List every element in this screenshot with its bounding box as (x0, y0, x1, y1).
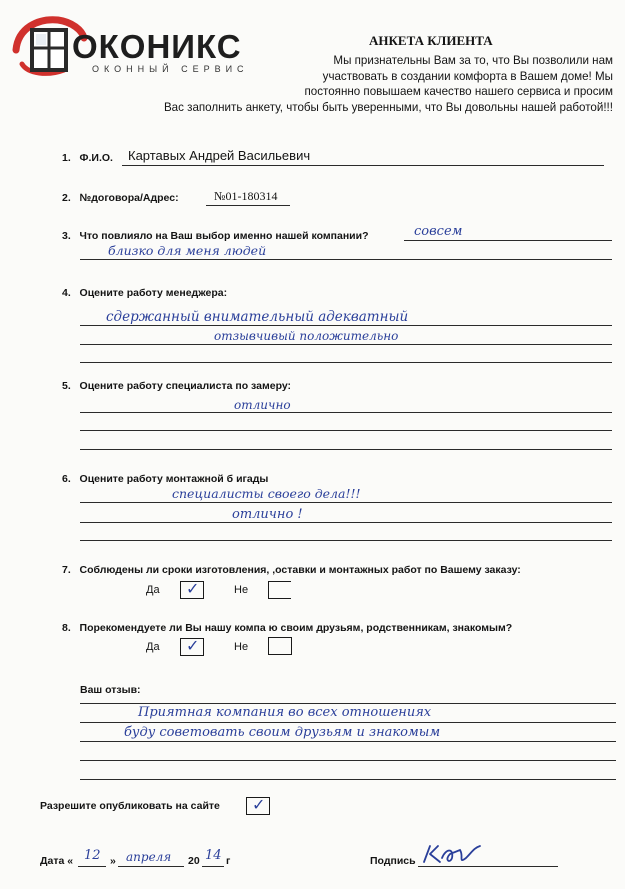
question-7 (62, 564, 521, 576)
intro-text (164, 53, 613, 115)
underline (118, 866, 184, 867)
question-6 (62, 473, 268, 485)
question-4 (62, 287, 227, 299)
yes-checkbox[interactable] (180, 638, 204, 656)
no-label: Не (234, 584, 249, 596)
signature-underline (418, 866, 558, 867)
underline (80, 522, 612, 523)
question-number: 1. (62, 152, 71, 164)
date-label: Дата « (40, 855, 74, 867)
checkmark-icon: ✓ (252, 797, 266, 814)
question-number: 5. (62, 380, 71, 392)
underline (80, 259, 612, 260)
underline (80, 760, 616, 761)
underline (80, 502, 612, 503)
question-number: 8. (62, 622, 71, 634)
brand-subtitle: ОКОННЫЙ СЕРВИС (92, 64, 249, 74)
question-3 (62, 230, 369, 242)
intro-line: постоянно повышаем качество нашего сервиса и просим (304, 85, 613, 98)
underline (80, 325, 612, 326)
intro-line: Вас заполнить анкету, чтобы быть уверенными, что Вы довольны нашей работой!!! (163, 100, 613, 114)
year-suffix[interactable]: 14 (205, 848, 222, 863)
question-label: Соблюдены ли сроки изготовления, ,оставки и монтажных работ по Вашему заказу: (79, 564, 521, 576)
answer-handwriting[interactable]: отлично (234, 398, 291, 412)
checkmark-icon: ✓ (186, 581, 200, 598)
underline (404, 240, 612, 241)
underline (80, 779, 616, 780)
question-label: Оцените работу специалиста по замеру: (79, 380, 292, 392)
question-5 (62, 380, 291, 392)
year-unit: г (226, 855, 231, 867)
contract-field[interactable]: №01-180314 (214, 189, 278, 203)
underline (80, 412, 612, 413)
question-label: Порекомендуете ли Вы нашу компа ю своим друзьям, родственникам, знакомым? (79, 622, 513, 634)
no-label: Не (234, 641, 249, 653)
underline (80, 430, 612, 431)
date-month[interactable]: апреля (126, 850, 172, 864)
question-label: Ф.И.О. (79, 152, 113, 164)
underline (78, 866, 106, 867)
question-number: 6. (62, 473, 71, 485)
question-number: 3. (62, 230, 71, 242)
answer-handwriting[interactable]: сдержанный внимательный адекватный (106, 309, 409, 325)
answer-handwriting[interactable]: специалисты своего дела!!! (172, 486, 361, 501)
question-label: Оцените работу монтажной б игады (79, 473, 269, 485)
answer-handwriting[interactable]: отлично ! (232, 507, 303, 522)
signature-label: Подпись (370, 855, 416, 867)
question-number: 2. (62, 192, 71, 204)
underline (80, 449, 612, 450)
publish-checkbox[interactable] (246, 797, 270, 815)
question-label: №договора/Адрес: (79, 192, 179, 204)
brand-name: ОКОНИКС (72, 28, 242, 65)
date-day[interactable]: 12 (84, 848, 101, 863)
intro-line: участвовать в создании комфорта в Вашем доме! Мы (322, 69, 613, 83)
checkmark-icon: ✓ (186, 638, 200, 655)
underline (80, 703, 616, 704)
question-number: 4. (62, 287, 71, 299)
review-label: Ваш отзыв: (80, 684, 141, 696)
underline (80, 362, 612, 363)
form-title: АНКЕТА КЛИЕНТА (369, 33, 493, 48)
question-label: Оцените работу менеджера: (79, 287, 228, 299)
underline (80, 741, 616, 742)
question-number: 7. (62, 564, 71, 576)
yes-label: Да (146, 641, 160, 653)
publish-label: Разрешите опубликовать на сайте (40, 800, 220, 812)
question-label: Что повлияло на Ваш выбор именно нашей компании? (79, 230, 369, 242)
date-sep: » (110, 855, 116, 867)
review-handwriting[interactable]: буду советовать своим друзьям и знакомым (124, 725, 441, 740)
question-2 (62, 192, 179, 204)
yes-label: Да (146, 584, 160, 596)
answer-handwriting[interactable]: отзывчивый положительно (214, 329, 399, 343)
underline (202, 866, 224, 867)
underline (80, 344, 612, 345)
intro-line: Мы признательны Вам за то, что Вы позволили нам (333, 54, 613, 67)
review-handwriting[interactable]: Приятная компания во всех отношениях (138, 705, 432, 720)
underline (80, 540, 612, 541)
answer-handwriting[interactable]: близко для меня людей (108, 243, 267, 258)
question-1 (62, 152, 113, 164)
signature[interactable] (420, 840, 490, 868)
no-checkbox[interactable] (268, 581, 291, 599)
underline (80, 722, 616, 723)
underline (206, 205, 290, 206)
fio-field[interactable]: Картавых Андрей Васильевич (128, 148, 311, 163)
answer-handwriting[interactable]: совсем (414, 224, 463, 239)
date-row (40, 855, 73, 867)
question-8 (62, 622, 512, 634)
underline (122, 165, 604, 166)
yes-checkbox[interactable] (180, 581, 204, 599)
year-prefix: 20 (188, 855, 200, 867)
no-checkbox[interactable] (268, 637, 292, 655)
